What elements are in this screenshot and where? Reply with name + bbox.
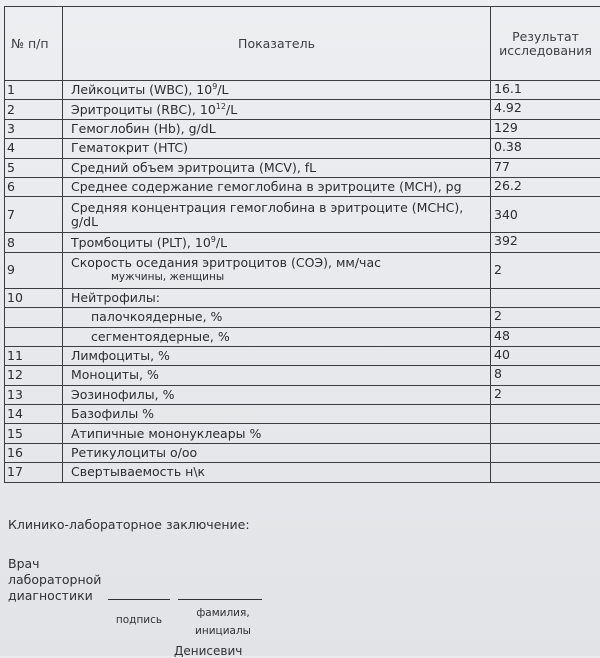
- table-row: [5, 158, 600, 177]
- row-num: 10: [5, 288, 63, 307]
- table-row: [5, 81, 600, 100]
- row-num: 11: [5, 346, 63, 365]
- conclusion-label: Клинико-лабораторное заключение:: [8, 517, 250, 532]
- row-value: 2: [491, 252, 600, 288]
- row-label: сегментоядерные, %: [63, 327, 491, 346]
- row-label-sub: мужчины, женщины: [71, 270, 487, 284]
- table-row: [5, 288, 600, 307]
- row-label: Моноциты, %: [63, 366, 491, 385]
- row-label-main: Скорость оседания эритроцитов (СОЭ), мм/час: [71, 255, 381, 270]
- row-num: 1: [5, 81, 63, 100]
- signature-caption: подпись: [108, 614, 170, 626]
- row-num: 9: [5, 252, 63, 288]
- row-value: [491, 405, 600, 424]
- row-label: Средний объем эритроцита (MCV), fL: [63, 158, 491, 177]
- row-label: Ретикулоциты о/оо: [63, 443, 491, 462]
- doctor-name: Денисевич: [174, 644, 242, 658]
- row-value: 40: [491, 346, 600, 365]
- col-result-header: [491, 7, 600, 81]
- table-row: [5, 424, 600, 443]
- row-value: 2: [491, 308, 600, 327]
- name-caption-line1: фамилия,: [178, 607, 268, 619]
- row-num: [5, 327, 63, 346]
- row-value: 340: [491, 197, 600, 233]
- name-caption-line2: инициалы: [178, 625, 268, 637]
- doctor-title-line2: лабораторной: [8, 572, 101, 587]
- table-row: [5, 177, 600, 196]
- row-value: 26.2: [491, 177, 600, 196]
- row-label: Средняя концентрация гемоглобина в эритроците (MCHC), g/dL: [63, 197, 491, 233]
- row-value: 0.38: [491, 139, 600, 158]
- row-label: палочкоядерные, %: [63, 308, 491, 327]
- row-value: [491, 463, 600, 482]
- row-label: Лейкоциты (WBC), $10^9/L$: [63, 81, 491, 100]
- table-row: [5, 252, 600, 288]
- row-value: 8: [491, 366, 600, 385]
- row-value: 48: [491, 327, 600, 346]
- doctor-title-line1: Врач: [8, 556, 40, 571]
- row-value: 16.1: [491, 81, 600, 100]
- doctor-title-line3: диагностики: [8, 588, 93, 603]
- row-value: 392: [491, 233, 600, 252]
- col-num-header: № п/п: [5, 7, 63, 81]
- row-value: [491, 443, 600, 462]
- row-num: 4: [5, 139, 63, 158]
- results-table: [4, 6, 600, 483]
- table-row: [5, 139, 600, 158]
- row-label: Гемоглобин (Hb), g/dL: [63, 119, 491, 138]
- row-label: [63, 252, 491, 288]
- col-indicator-header: Показатель: [63, 7, 491, 81]
- table-row: [5, 197, 600, 233]
- row-num: 17: [5, 463, 63, 482]
- name-line: [178, 599, 262, 600]
- row-num: 16: [5, 443, 63, 462]
- row-value: [491, 288, 600, 307]
- row-num: 13: [5, 385, 63, 404]
- row-label: Свертываемость н\к: [63, 463, 491, 482]
- row-label: Гематокрит (HTC): [63, 139, 491, 158]
- row-value: [491, 424, 600, 443]
- row-label: Эозинофилы, %: [63, 385, 491, 404]
- row-value: 129: [491, 119, 600, 138]
- col-result-header-line1: Результат: [512, 29, 579, 44]
- row-label: Атипичные мононуклеары %: [63, 424, 491, 443]
- row-num: 3: [5, 119, 63, 138]
- row-label: Тромбоциты (PLT), $10^9/L$: [63, 233, 491, 252]
- table-row: [5, 443, 600, 462]
- row-num: 6: [5, 177, 63, 196]
- table-row: [5, 405, 600, 424]
- table-row: [5, 233, 600, 252]
- row-value: 4.92: [491, 100, 600, 119]
- table-row: [5, 100, 600, 119]
- row-num: 14: [5, 405, 63, 424]
- row-label: Лимфоциты, %: [63, 346, 491, 365]
- row-num: [5, 308, 63, 327]
- row-num: 2: [5, 100, 63, 119]
- table-row: [5, 366, 600, 385]
- row-label: Нейтрофилы:: [63, 288, 491, 307]
- row-label: Среднее содержание гемоглобина в эритроците (MCH), pg: [63, 177, 491, 196]
- table-row: [5, 346, 600, 365]
- row-value: 77: [491, 158, 600, 177]
- row-num: 8: [5, 233, 63, 252]
- row-label: Эритроциты (RBC), $10^{12}/L$: [63, 100, 491, 119]
- row-num: 15: [5, 424, 63, 443]
- signature-line: [108, 599, 170, 600]
- row-num: 5: [5, 158, 63, 177]
- table-row: [5, 308, 600, 327]
- table-row: [5, 327, 600, 346]
- row-value: 2: [491, 385, 600, 404]
- row-num: 7: [5, 197, 63, 233]
- table-row: [5, 385, 600, 404]
- table-row: [5, 463, 600, 482]
- table-row: [5, 119, 600, 138]
- row-label: Базофилы %: [63, 405, 491, 424]
- col-result-header-line2: исследования: [499, 43, 592, 58]
- row-num: 12: [5, 366, 63, 385]
- table-header-row: [5, 7, 600, 81]
